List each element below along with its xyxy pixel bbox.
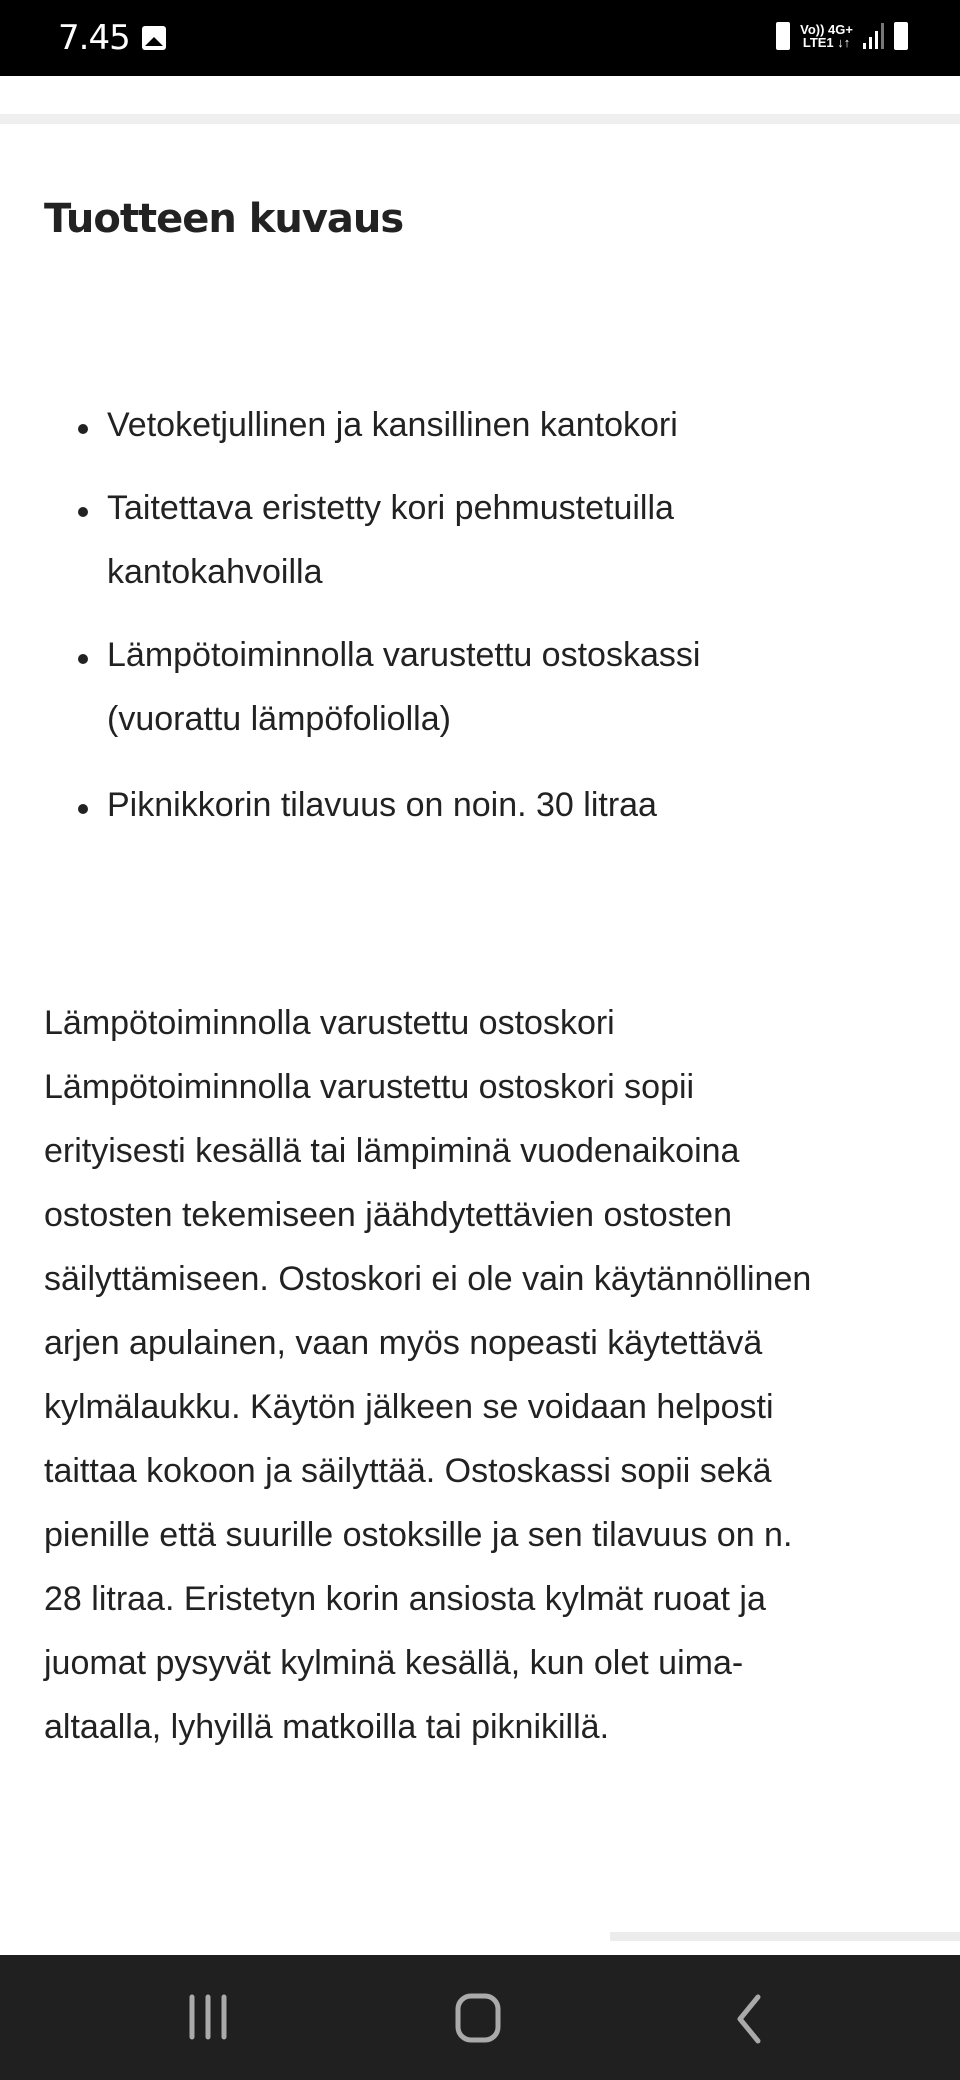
section-divider [0, 114, 960, 124]
paragraph-line: Lämpötoiminnolla varustettu ostoskori sopii [44, 1068, 695, 1106]
bullet-dot [78, 507, 88, 517]
paragraph-line: erityisesti kesällä tai lämpiminä vuodenaikoina [44, 1132, 740, 1170]
navigation-bar [0, 1955, 960, 2080]
list-item-cont: (vuorattu lämpöfoliolla) [107, 700, 451, 738]
paragraph-line: pienille että suurille ostoksille ja sen tilavuus on n. [44, 1516, 793, 1554]
back-icon[interactable] [730, 1993, 770, 2045]
list-item: Piknikkorin tilavuus on noin. 30 litraa [107, 786, 657, 824]
status-bar [0, 0, 960, 76]
list-item: Taitettava eristetty kori pehmustetuilla [107, 489, 674, 527]
recent-apps-icon[interactable] [186, 1993, 234, 2041]
paragraph-line: juomat pysyvät kylminä kesällä, kun olet uima- [44, 1644, 744, 1682]
network-bottom-text: LTE1 ↓↑ [802, 35, 851, 50]
network-indicator [800, 23, 853, 49]
home-icon[interactable] [454, 1993, 502, 2045]
status-time: 7.45 [58, 18, 130, 58]
signal-icon [863, 23, 884, 49]
paragraph-line: ostosten tekemiseen jäähdytettävien ostosten [44, 1196, 732, 1234]
paragraph-line: arjen apulainen, vaan myös nopeasti käytettävä [44, 1324, 763, 1362]
paragraph-line: kylmälaukku. Käytön jälkeen se voidaan helposti [44, 1388, 774, 1426]
bullet-dot [78, 424, 88, 434]
battery-charging-icon [894, 22, 908, 50]
paragraph-line: 28 litraa. Eristetyn korin ansiosta kylmät ruoat ja [44, 1580, 766, 1618]
bullet-dot [78, 654, 88, 664]
network-top-text: Vo)) 4G+ [800, 22, 853, 37]
divider-line [610, 1932, 960, 1941]
paragraph-line: Lämpötoiminnolla varustettu ostoskori [44, 1004, 615, 1042]
gallery-icon [142, 26, 166, 50]
paragraph-line: säilyttämiseen. Ostoskori ei ole vain käytännöllinen [44, 1260, 812, 1298]
list-item: Vetoketjullinen ja kansillinen kantokori [107, 406, 678, 444]
list-item: Lämpötoiminnolla varustettu ostoskassi [107, 636, 701, 674]
bullet-dot [78, 804, 88, 814]
section-title: Tuotteen kuvaus [44, 196, 404, 242]
paragraph-line: taittaa kokoon ja säilyttää. Ostoskassi sopii sekä [44, 1452, 772, 1490]
battery-saver-icon [776, 22, 790, 50]
list-item-cont: kantokahvoilla [107, 553, 323, 591]
paragraph-line: altaalla, lyhyillä matkoilla tai piknikillä. [44, 1708, 610, 1746]
status-icons [776, 22, 908, 50]
